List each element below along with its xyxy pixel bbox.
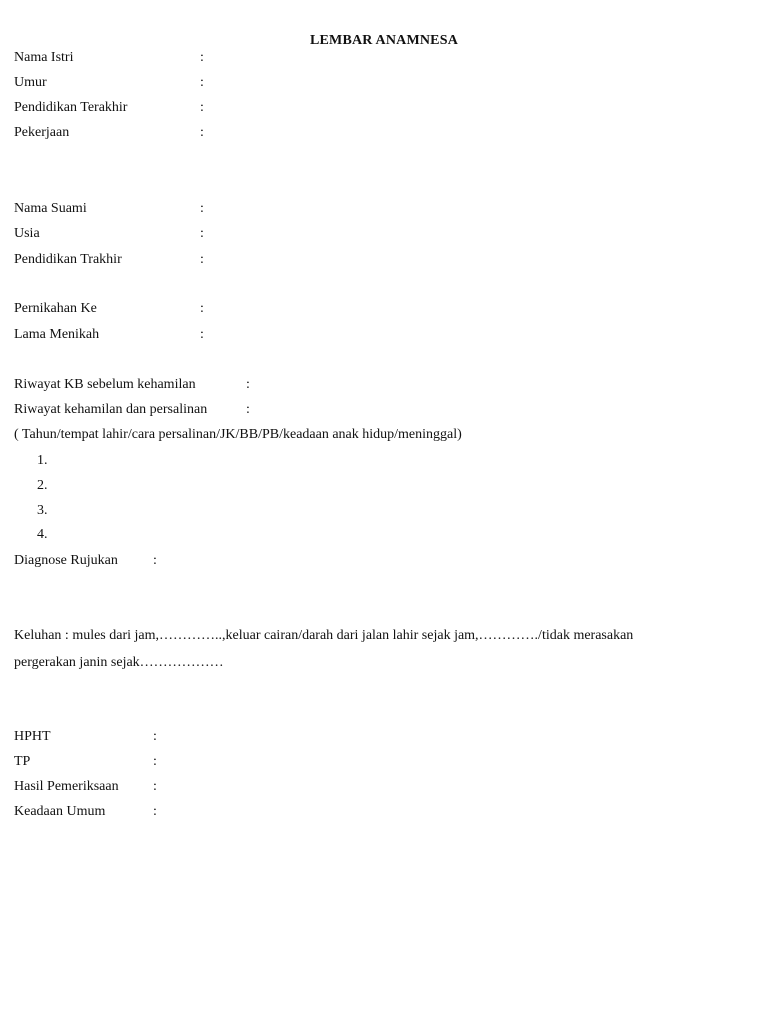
- field-label: Riwayat KB sebelum kehamilan: [14, 377, 196, 392]
- field-label: Nama Suami: [14, 201, 87, 216]
- field-label: Lama Menikah: [14, 327, 100, 342]
- page-title: LEMBAR ANAMNESA: [309, 33, 459, 48]
- field-label: Hasil Pemeriksaan: [14, 779, 119, 794]
- field-colon: :: [200, 100, 204, 115]
- field-colon: :: [200, 226, 204, 241]
- field-colon: :: [153, 553, 157, 568]
- field-colon: :: [246, 377, 250, 392]
- field-colon: :: [246, 402, 250, 417]
- field-colon: :: [200, 252, 204, 267]
- field-colon: :: [200, 327, 204, 342]
- riwayat-keterangan: ( Tahun/tempat lahir/cara persalinan/JK/BB/PB/keadaan anak hidup/meninggal): [14, 427, 462, 442]
- field-label: Pendidikan Terakhir: [14, 100, 128, 115]
- keluhan-line-2: pergerakan janin sejak………………: [14, 655, 224, 670]
- field-label: Riwayat kehamilan dan persalinan: [14, 402, 208, 417]
- riwayat-list-item: 1.: [37, 453, 48, 468]
- field-label: Usia: [14, 226, 40, 241]
- field-label: Pernikahan Ke: [14, 301, 97, 316]
- field-colon: :: [153, 779, 157, 794]
- field-colon: :: [153, 754, 157, 769]
- field-label: HPHT: [14, 729, 51, 744]
- field-colon: :: [153, 729, 157, 744]
- field-label: Nama Istri: [14, 50, 74, 65]
- field-colon: :: [200, 50, 204, 65]
- field-colon: :: [153, 804, 157, 819]
- riwayat-list-item: 4.: [37, 527, 48, 542]
- field-label: Pendidikan Trakhir: [14, 252, 122, 267]
- field-colon: :: [200, 75, 204, 90]
- field-colon: :: [200, 125, 204, 140]
- riwayat-list-item: 2.: [37, 478, 48, 493]
- field-label: Umur: [14, 75, 47, 90]
- field-label: Keadaan Umum: [14, 804, 106, 819]
- field-label: Diagnose Rujukan: [14, 553, 118, 568]
- field-label: TP: [14, 754, 31, 769]
- field-colon: :: [200, 201, 204, 216]
- field-colon: :: [200, 301, 204, 316]
- riwayat-list-item: 3.: [37, 503, 48, 518]
- field-label: Pekerjaan: [14, 125, 70, 140]
- keluhan-line-1: Keluhan : mules dari jam,…………..,keluar cairan/darah dari jalan lahir sejak jam,…………./tidak merasakan: [14, 628, 634, 643]
